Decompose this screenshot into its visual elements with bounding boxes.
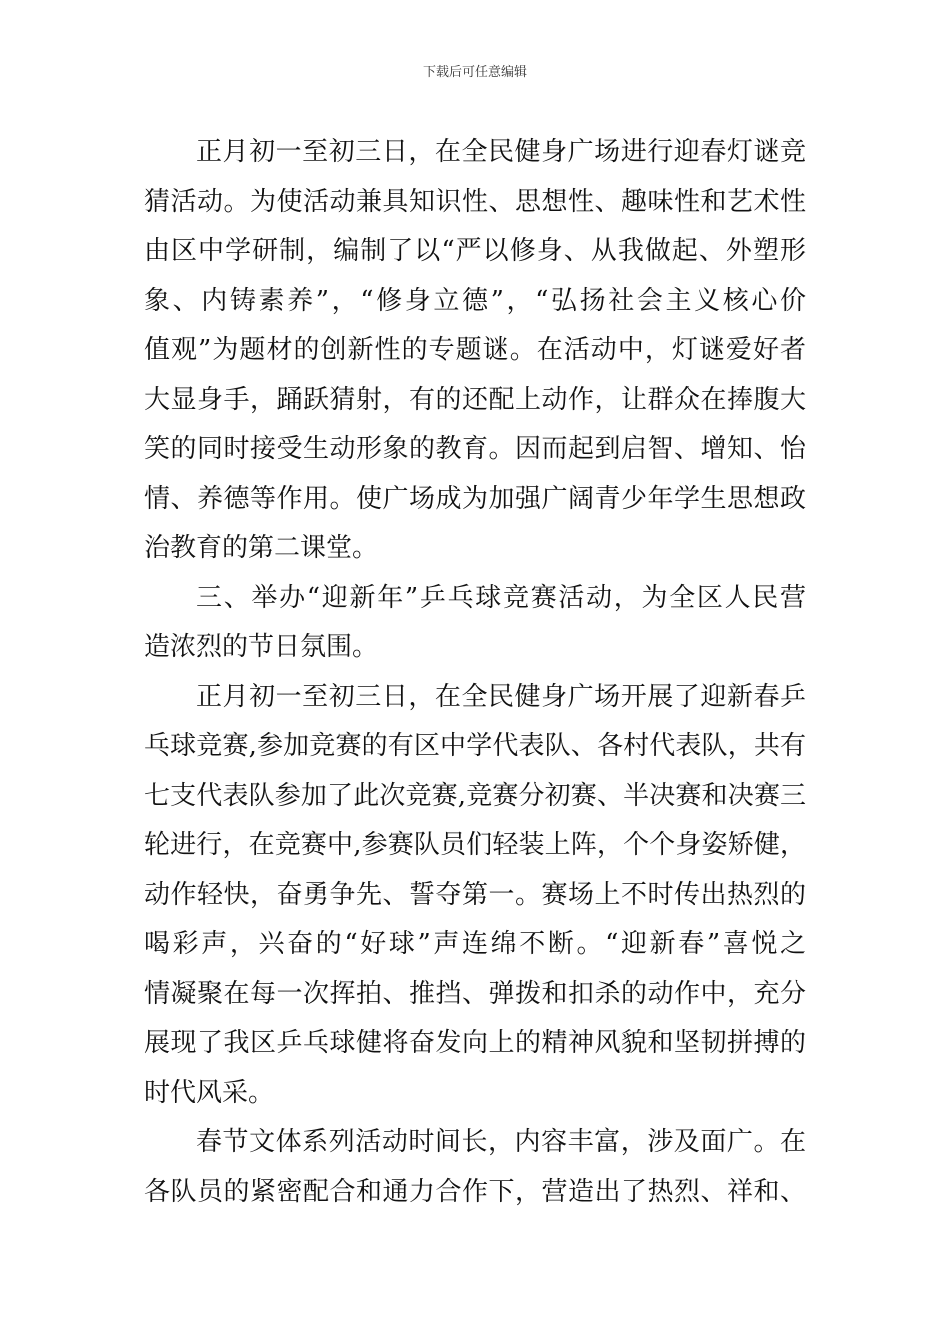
text-line: 喝彩声，兴奋的“好球”声连绵不断。“迎新春”喜悦之 [144, 929, 806, 959]
page-header: 下载后可任意编辑 [422, 65, 527, 80]
text-line: 展现了我区乒乓球健将奋发向上的精神风貌和坚韧拼搏的 [144, 1028, 806, 1058]
text-line: 时代风采。 [144, 1077, 275, 1108]
paragraph [144, 1118, 806, 1217]
text-line: 象、内铸素养”，“修身立德”，“弘扬社会主义核心价 [144, 285, 806, 316]
paragraph [144, 673, 806, 1119]
text-line: 正月初一至初三日，在全民健身广场开展了迎新春乒 [196, 681, 806, 712]
text-line: 轮进行，在竞赛中,参赛队员们轻装上阵，个个身姿矫健， [144, 830, 806, 860]
document-body [144, 128, 806, 1217]
text-line: 大显身手，踊跃猜射，有的还配上动作，让群众在捧腹大 [144, 384, 806, 415]
text-line: 笑的同时接受生动形象的教育。因而起到启智、增知、怡 [144, 434, 806, 464]
text-line: 三、举办“迎新年”乒乓球竞赛活动，为全区人民营 [196, 582, 806, 613]
text-line: 由区中学研制，编制了以“严以修身、从我做起、外塑形 [144, 236, 806, 266]
text-line: 值观”为题材的创新性的专题谜。在活动中，灯谜爱好者 [144, 335, 806, 365]
text-line: 乓球竞赛,参加竞赛的有区中学代表队、各村代表队，共有 [144, 731, 806, 761]
text-line: 正月初一至初三日，在全民健身广场进行迎春灯谜竞 [196, 137, 806, 167]
text-line: 情、养德等作用。使广场成为加强广阔青少年学生思想政 [144, 483, 806, 514]
text-line: 春节文体系列活动时间长，内容丰富，涉及面广。在 [196, 1127, 806, 1157]
paragraph [144, 128, 806, 574]
text-line: 情凝聚在每一次挥拍、推挡、弹拨和扣杀的动作中，充分 [144, 978, 806, 1009]
text-line: 各队员的紧密配合和通力合作下，营造出了热烈、祥和、 [144, 1176, 806, 1207]
paragraph [144, 574, 806, 673]
text-line: 七支代表队参加了此次竞赛,竞赛分初赛、半决赛和决赛三 [144, 780, 806, 811]
text-line: 造浓烈的节日氛围。 [144, 632, 379, 662]
text-line: 治教育的第二课堂。 [144, 533, 379, 563]
text-line: 猜活动。为使活动兼具知识性、思想性、趣味性和艺术性 [144, 186, 806, 217]
text-line: 动作轻快，奋勇争先、誓夺第一。赛场上不时传出热烈的 [144, 879, 806, 910]
